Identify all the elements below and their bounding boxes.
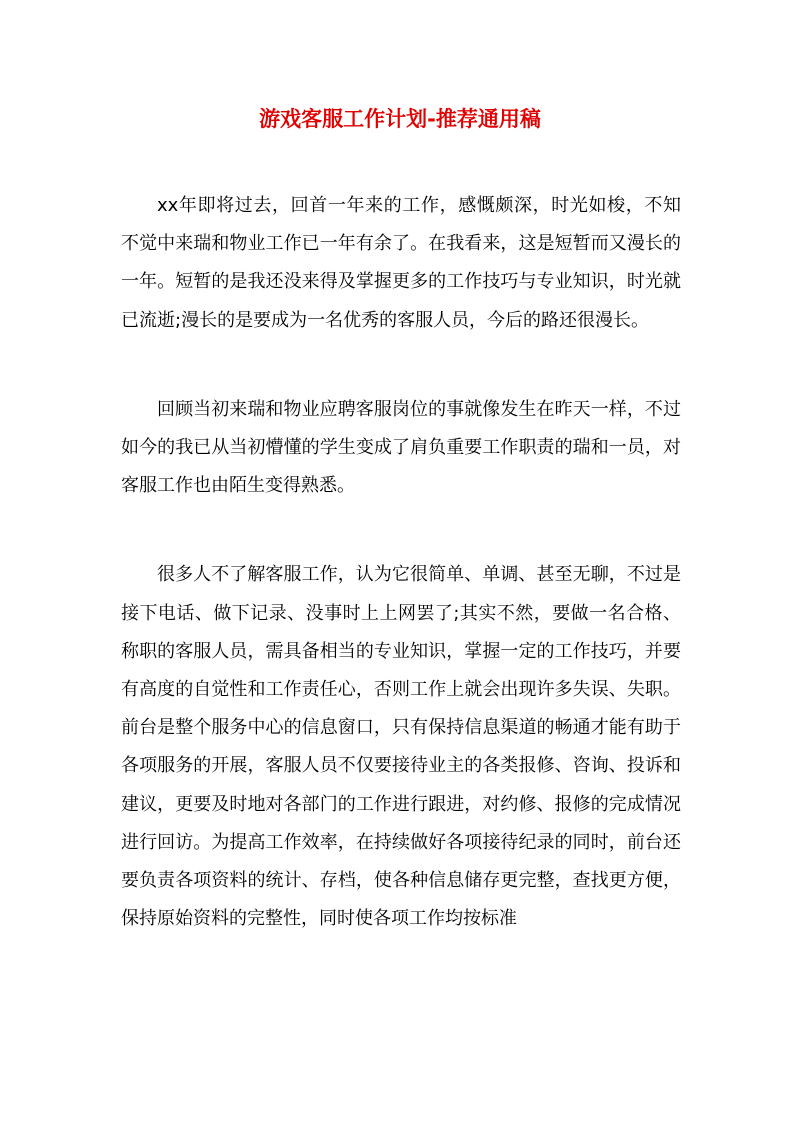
- document-title: 游戏客服工作计划-推荐通用稿: [259, 107, 541, 131]
- paragraph-2: 回顾当初来瑞和物业应聘客服岗位的事就像发生在昨天一样，不过如今的我已从当初懵懂的学生变成了肩负重要工作职责的瑞和一员，对客服工作也由陌生变得熟悉。: [121, 398, 681, 497]
- document-body: [121, 187, 681, 989]
- paragraph-1: xx年即将过去，回首一年来的工作，感慨颇深，时光如梭，不知不觉中来瑞和物业工作已一年有余了。在我看来，这是短暂而又漫长的一年。短暂的是我还没来得及掌握更多的工作技巧与专业知识，时光就已流逝;漫长的是要成为一名优秀的客服人员，今后的路还很漫长。: [121, 195, 681, 331]
- paragraph-3: 很多人不了解客服工作，认为它很简单、单调、甚至无聊，不过是接下电话、做下记录、没事时上上网罢了;其实不然，要做一名合格、称职的客服人员，需具备相当的专业知识，掌握一定的工作技巧，并要有高度的自觉性和工作责任心，否则工作上就会出现许多失误、失职。前台是整个服务中心的信息窗口，只有保持信息渠道的畅通才能有助于各项服务的开展，客服人员不仅要接待业主的各类报修、咨询、投诉和建议，更要及时地对各部门的工作进行跟进，对约修、报修的完成情况进行回访。为提高工作效率，在持续做好各项接待纪录的同时，前台还要负责各项资料的统计、存档，使各种信息储存更完整，查找更方便，保持原始资料的完整性，同时使各项工作均按标准: [121, 564, 681, 930]
